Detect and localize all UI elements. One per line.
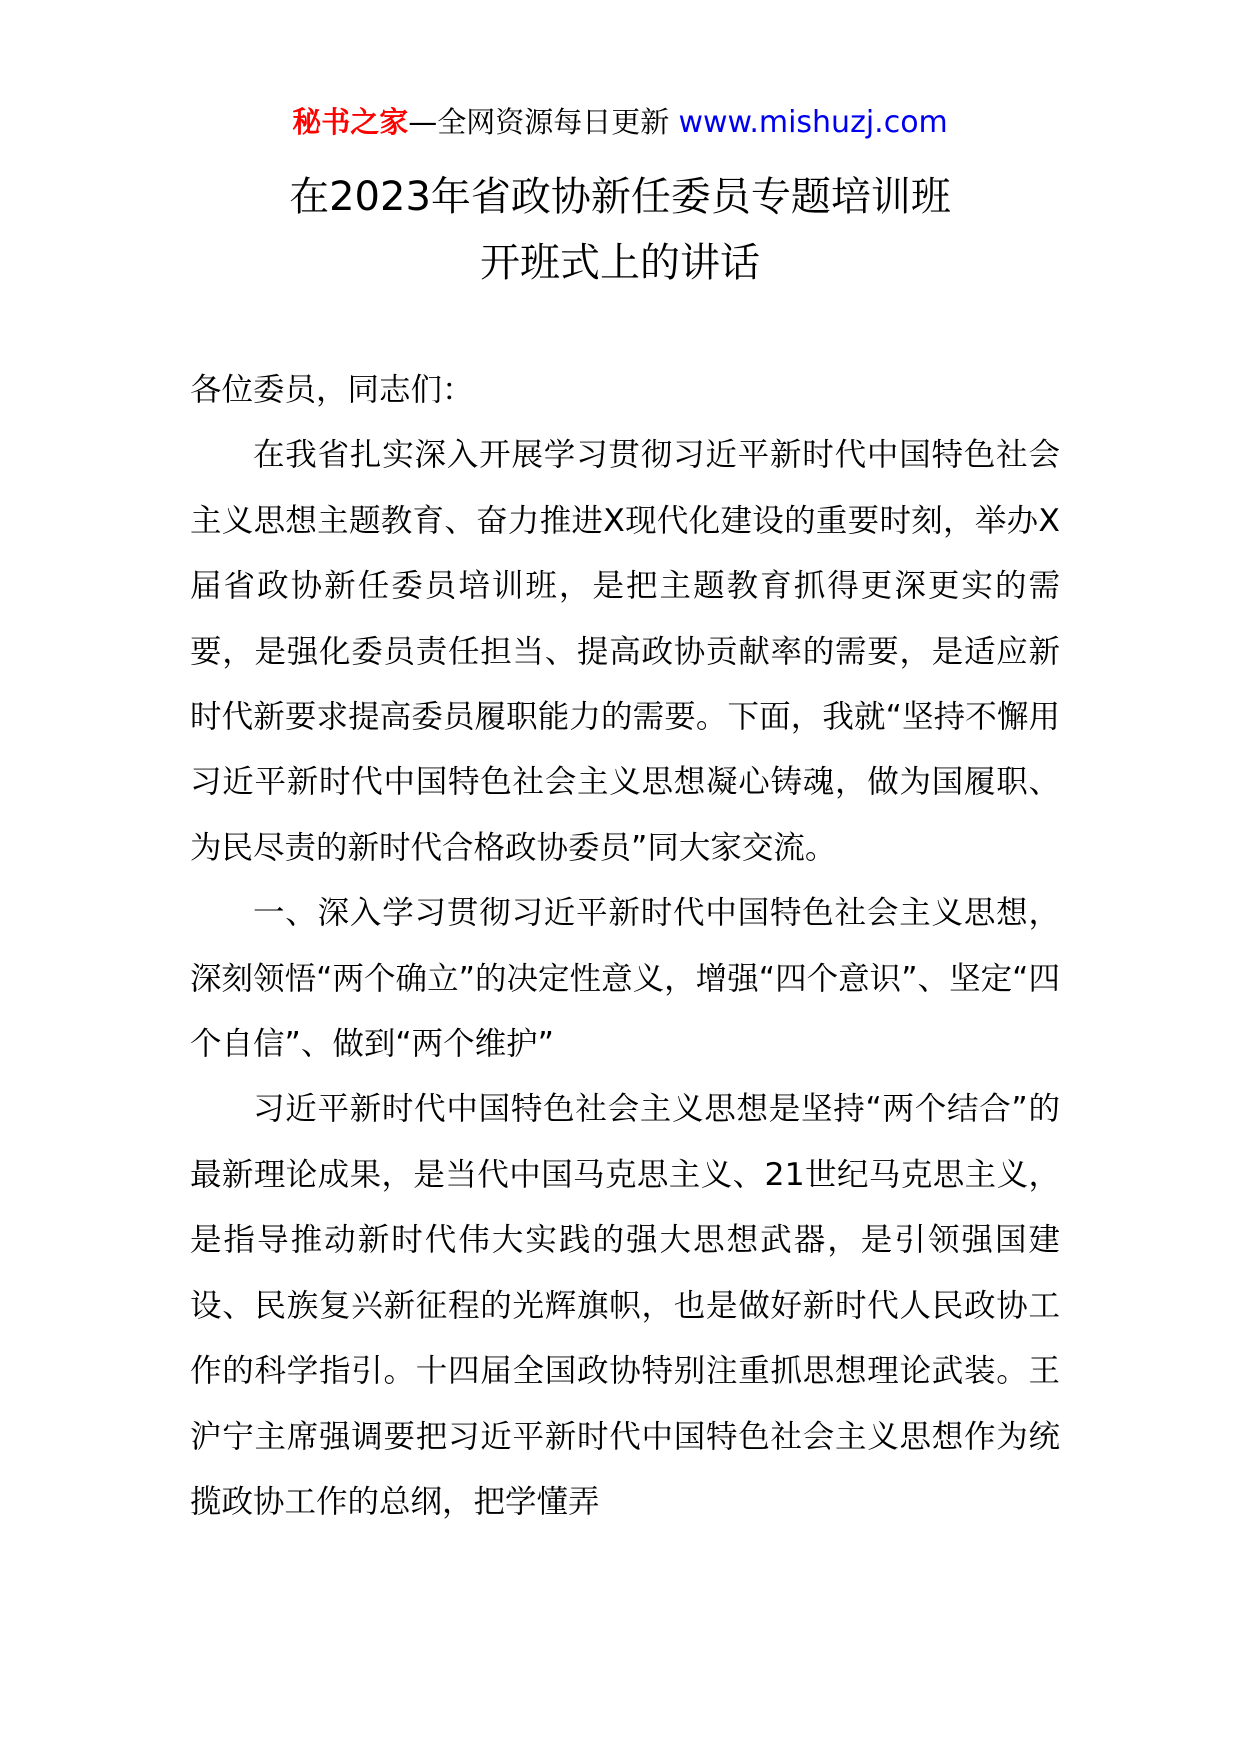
document-body (190, 358, 1060, 1535)
section-heading: 一、深入学习贯彻习近平新时代中国特色社会主义思想，深刻领悟“两个确立”的决定性意义，增强“四个意识”、坚定“四个自信”、做到“两个维护” (190, 895, 1060, 1063)
site-url-link[interactable]: www.mishuzj.com (678, 105, 948, 140)
body-paragraph: 在我省扎实深入开展学习贯彻习近平新时代中国特色社会主义思想主题教育、奋力推进X现代化建设的重要时刻，举办X届省政协新任委员培训班，是把主题教育抓得更深更实的需要，是强化委员责任担当、提高政协贡献率的需要，是适应新时代新要求提高委员履职能力的需要。下面，我就“坚持不懈用习近平新时代中国特色社会主义思想凝心铸魂，做为国履职、为民尽责的新时代合格政协委员”同大家交流。 (190, 437, 1060, 866)
title-line-2: 开班式上的讲话 (480, 240, 760, 286)
document-title (0, 164, 1240, 296)
salutation: 各位委员，同志们： (190, 372, 474, 408)
body-paragraph: 习近平新时代中国特色社会主义思想是坚持“两个结合”的最新理论成果，是当代中国马克思主义、21世纪马克思主义，是指导推动新时代伟大实践的强大思想武器，是引领强国建设、民族复兴新征程的光辉旗帜，也是做好新时代人民政协工作的科学指引。十四届全国政协特别注重抓思想理论武装。王沪宁主席强调要把习近平新时代中国特色社会主义思想作为统揽政协工作的总纲，把学懂弄 (190, 1091, 1060, 1520)
site-tagline: —全网资源每日更新 (408, 105, 670, 139)
site-name: 秘书之家 (292, 105, 409, 139)
title-line-1: 在2023年省政协新任委员专题培训班 (289, 174, 951, 220)
site-banner (0, 102, 1240, 143)
